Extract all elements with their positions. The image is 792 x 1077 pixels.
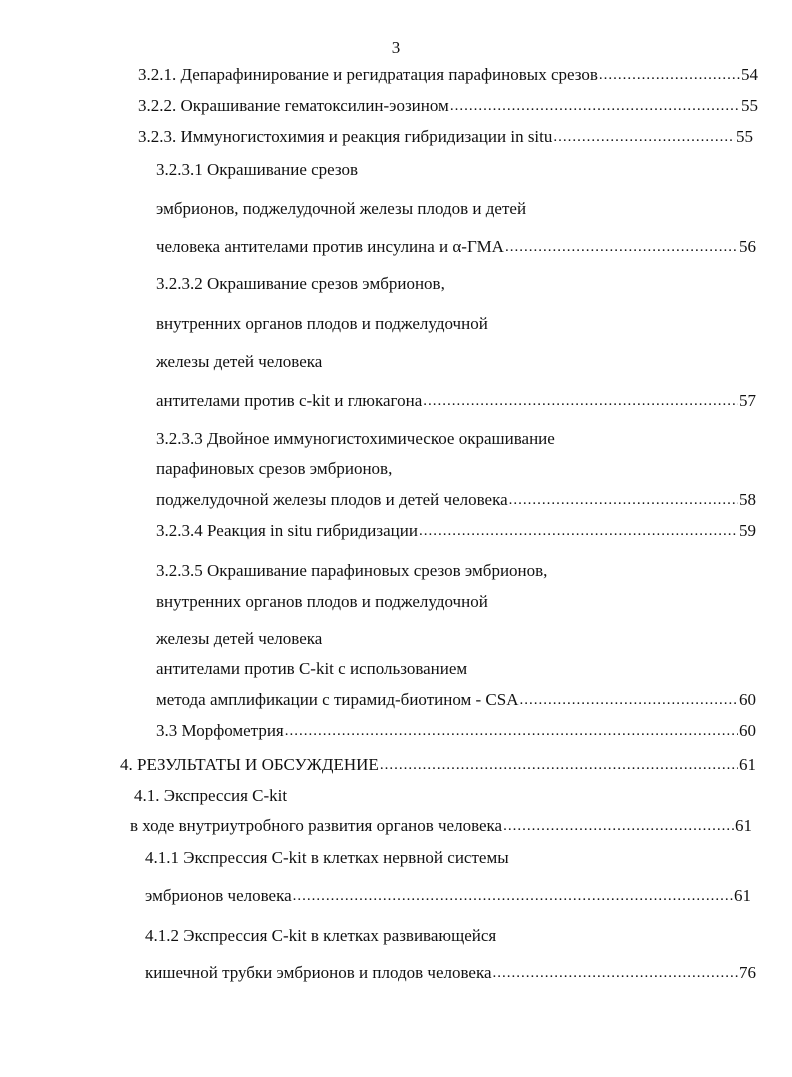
- toc-entry-title: 4. РЕЗУЛЬТАТЫ И ОБСУЖДЕНИЕ: [120, 755, 379, 774]
- toc-entry-title: 3.2.3.4 Реакция in situ гибридизации: [156, 521, 418, 540]
- page-number: 3: [391, 38, 401, 57]
- toc-leader: [553, 126, 735, 148]
- toc-entry-title: 3.2.3.1 Окрашивание срезов: [156, 160, 359, 179]
- toc-leader: [520, 689, 739, 711]
- toc-entry-title: эмбрионов, поджелудочной железы плодов и детей: [156, 199, 527, 218]
- toc-entry-3-2-3-1-line1: [156, 159, 358, 181]
- toc-entry-title: 3.2.1. Депарафинирование и регидратация парафиновых срезов: [138, 65, 598, 84]
- toc-entry-3-2-3-4: [156, 520, 756, 542]
- toc-entry-4-1-1-line1: [145, 847, 509, 869]
- toc-entry-title: 3.2.3.2 Окрашивание срезов эмбрионов,: [156, 274, 445, 293]
- toc-entry-title: поджелудочной железы плодов и детей человека: [156, 490, 508, 509]
- toc-entry-title: 3.3 Морфометрия: [156, 721, 284, 740]
- toc-leader: [450, 95, 740, 117]
- toc-entry-3-2-3: [138, 126, 753, 148]
- toc-leader: [509, 489, 738, 511]
- toc-entry-3-2-3-3-line3: [156, 489, 756, 511]
- toc-entry-page: 57: [739, 391, 756, 410]
- toc-entry-3-2-1: [138, 64, 758, 86]
- toc-entry-page: 55: [736, 127, 753, 146]
- toc-entry-title: 4.1.2 Экспрессия C-kit в клетках развивающейся: [145, 926, 497, 945]
- toc-entry-3-2-3-3-line2: [156, 458, 392, 480]
- toc-leader: [505, 236, 738, 258]
- toc-entry-page: 55: [741, 96, 758, 115]
- toc-entry-title: человека антителами против инсулина и α-ГМА: [156, 237, 504, 256]
- toc-entry-title: антителами против c-kit и глюкагона: [156, 391, 423, 410]
- toc-entry-title: эмбрионов человека: [145, 886, 292, 905]
- toc-entry-page: 58: [739, 490, 756, 509]
- toc-entry-3-2-3-5-line1: [156, 560, 547, 582]
- toc-entry-3-2-3-5-line5: [156, 689, 756, 711]
- toc-entry-page: 60: [739, 721, 756, 740]
- toc-entry-page: 60: [739, 690, 756, 709]
- toc-entry-title: 4.1.1 Экспрессия C-kit в клетках нервной системы: [145, 848, 509, 867]
- toc-entry-title: 3.2.2. Окрашивание гематоксилин-эозином: [138, 96, 449, 115]
- toc-entry-title: железы детей человека: [156, 629, 323, 648]
- toc-entry-page: 59: [739, 521, 756, 540]
- toc-entry-title: 4.1. Экспрессия C-kit: [134, 786, 288, 805]
- toc-entry-3-2-3-1-line3: [156, 236, 756, 258]
- toc-entry-title: железы детей человека: [156, 352, 323, 371]
- toc-entry-page: 61: [735, 816, 752, 835]
- toc-entry-page: 56: [739, 237, 756, 256]
- toc-leader: [380, 754, 738, 776]
- toc-entry-title: 3.2.3.5 Окрашивание парафиновых срезов эмбрионов,: [156, 561, 548, 580]
- toc-leader: [493, 962, 739, 984]
- toc-entry-3-2-3-3-line1: [156, 428, 555, 450]
- toc-entry-3-2-3-2-line3: [156, 351, 322, 373]
- toc-entry-page: 61: [739, 755, 756, 774]
- toc-entry-title: внутренних органов плодов и поджелудочной: [156, 314, 488, 333]
- toc-leader: [293, 885, 733, 907]
- toc-entry-3-2-3-1-line2: [156, 198, 526, 220]
- toc-entry-3-2-3-2-line4: [156, 390, 756, 412]
- toc-entry-4-1-2-line2: [145, 962, 756, 984]
- toc-entry-3-2-3-5-line3: [156, 628, 322, 650]
- toc-entry-title: 3.2.3.3 Двойное иммуногистохимическое окрашивание: [156, 429, 555, 448]
- toc-entry-title: 3.2.3. Иммуногистохимия и реакция гибридизации in situ: [138, 127, 553, 146]
- toc-entry-page: 76: [739, 963, 756, 982]
- toc-entry-3-2-3-2-line1: [156, 273, 445, 295]
- toc-entry-3-2-2: [138, 95, 758, 117]
- toc-entry-3-2-3-2-line2: [156, 313, 488, 335]
- toc-entry-title: антителами против C-kit с использованием: [156, 659, 468, 678]
- toc-entry-title: парафиновых срезов эмбрионов,: [156, 459, 393, 478]
- toc-entry-page: 54: [741, 65, 758, 84]
- toc-leader: [285, 720, 738, 742]
- toc-entry-3-3: [156, 720, 756, 742]
- toc-entry-4-1-line2: [130, 815, 752, 837]
- toc-entry-4-1-2-line1: [145, 925, 496, 947]
- toc-entry-4-1-line1: [134, 785, 287, 807]
- toc-leader: [423, 390, 738, 412]
- toc-entry-3-2-3-5-line2: [156, 591, 488, 613]
- toc-entry-4-1-1-line2: [145, 885, 751, 907]
- toc-entry-title: кишечной трубки эмбрионов и плодов человека: [145, 963, 492, 982]
- toc-entry-page: 61: [734, 886, 751, 905]
- toc-entry-4: [120, 754, 756, 776]
- toc-entry-title: в ходе внутриутробного развития органов человека: [130, 816, 503, 835]
- toc-entry-title: метода амплификации с тирамид-биотином - CSA: [156, 690, 519, 709]
- toc-entry-title: внутренних органов плодов и поджелудочной: [156, 592, 488, 611]
- toc-leader: [419, 520, 738, 542]
- toc-leader: [599, 64, 740, 86]
- toc-entry-3-2-3-5-line4: [156, 658, 467, 680]
- toc-leader: [503, 815, 734, 837]
